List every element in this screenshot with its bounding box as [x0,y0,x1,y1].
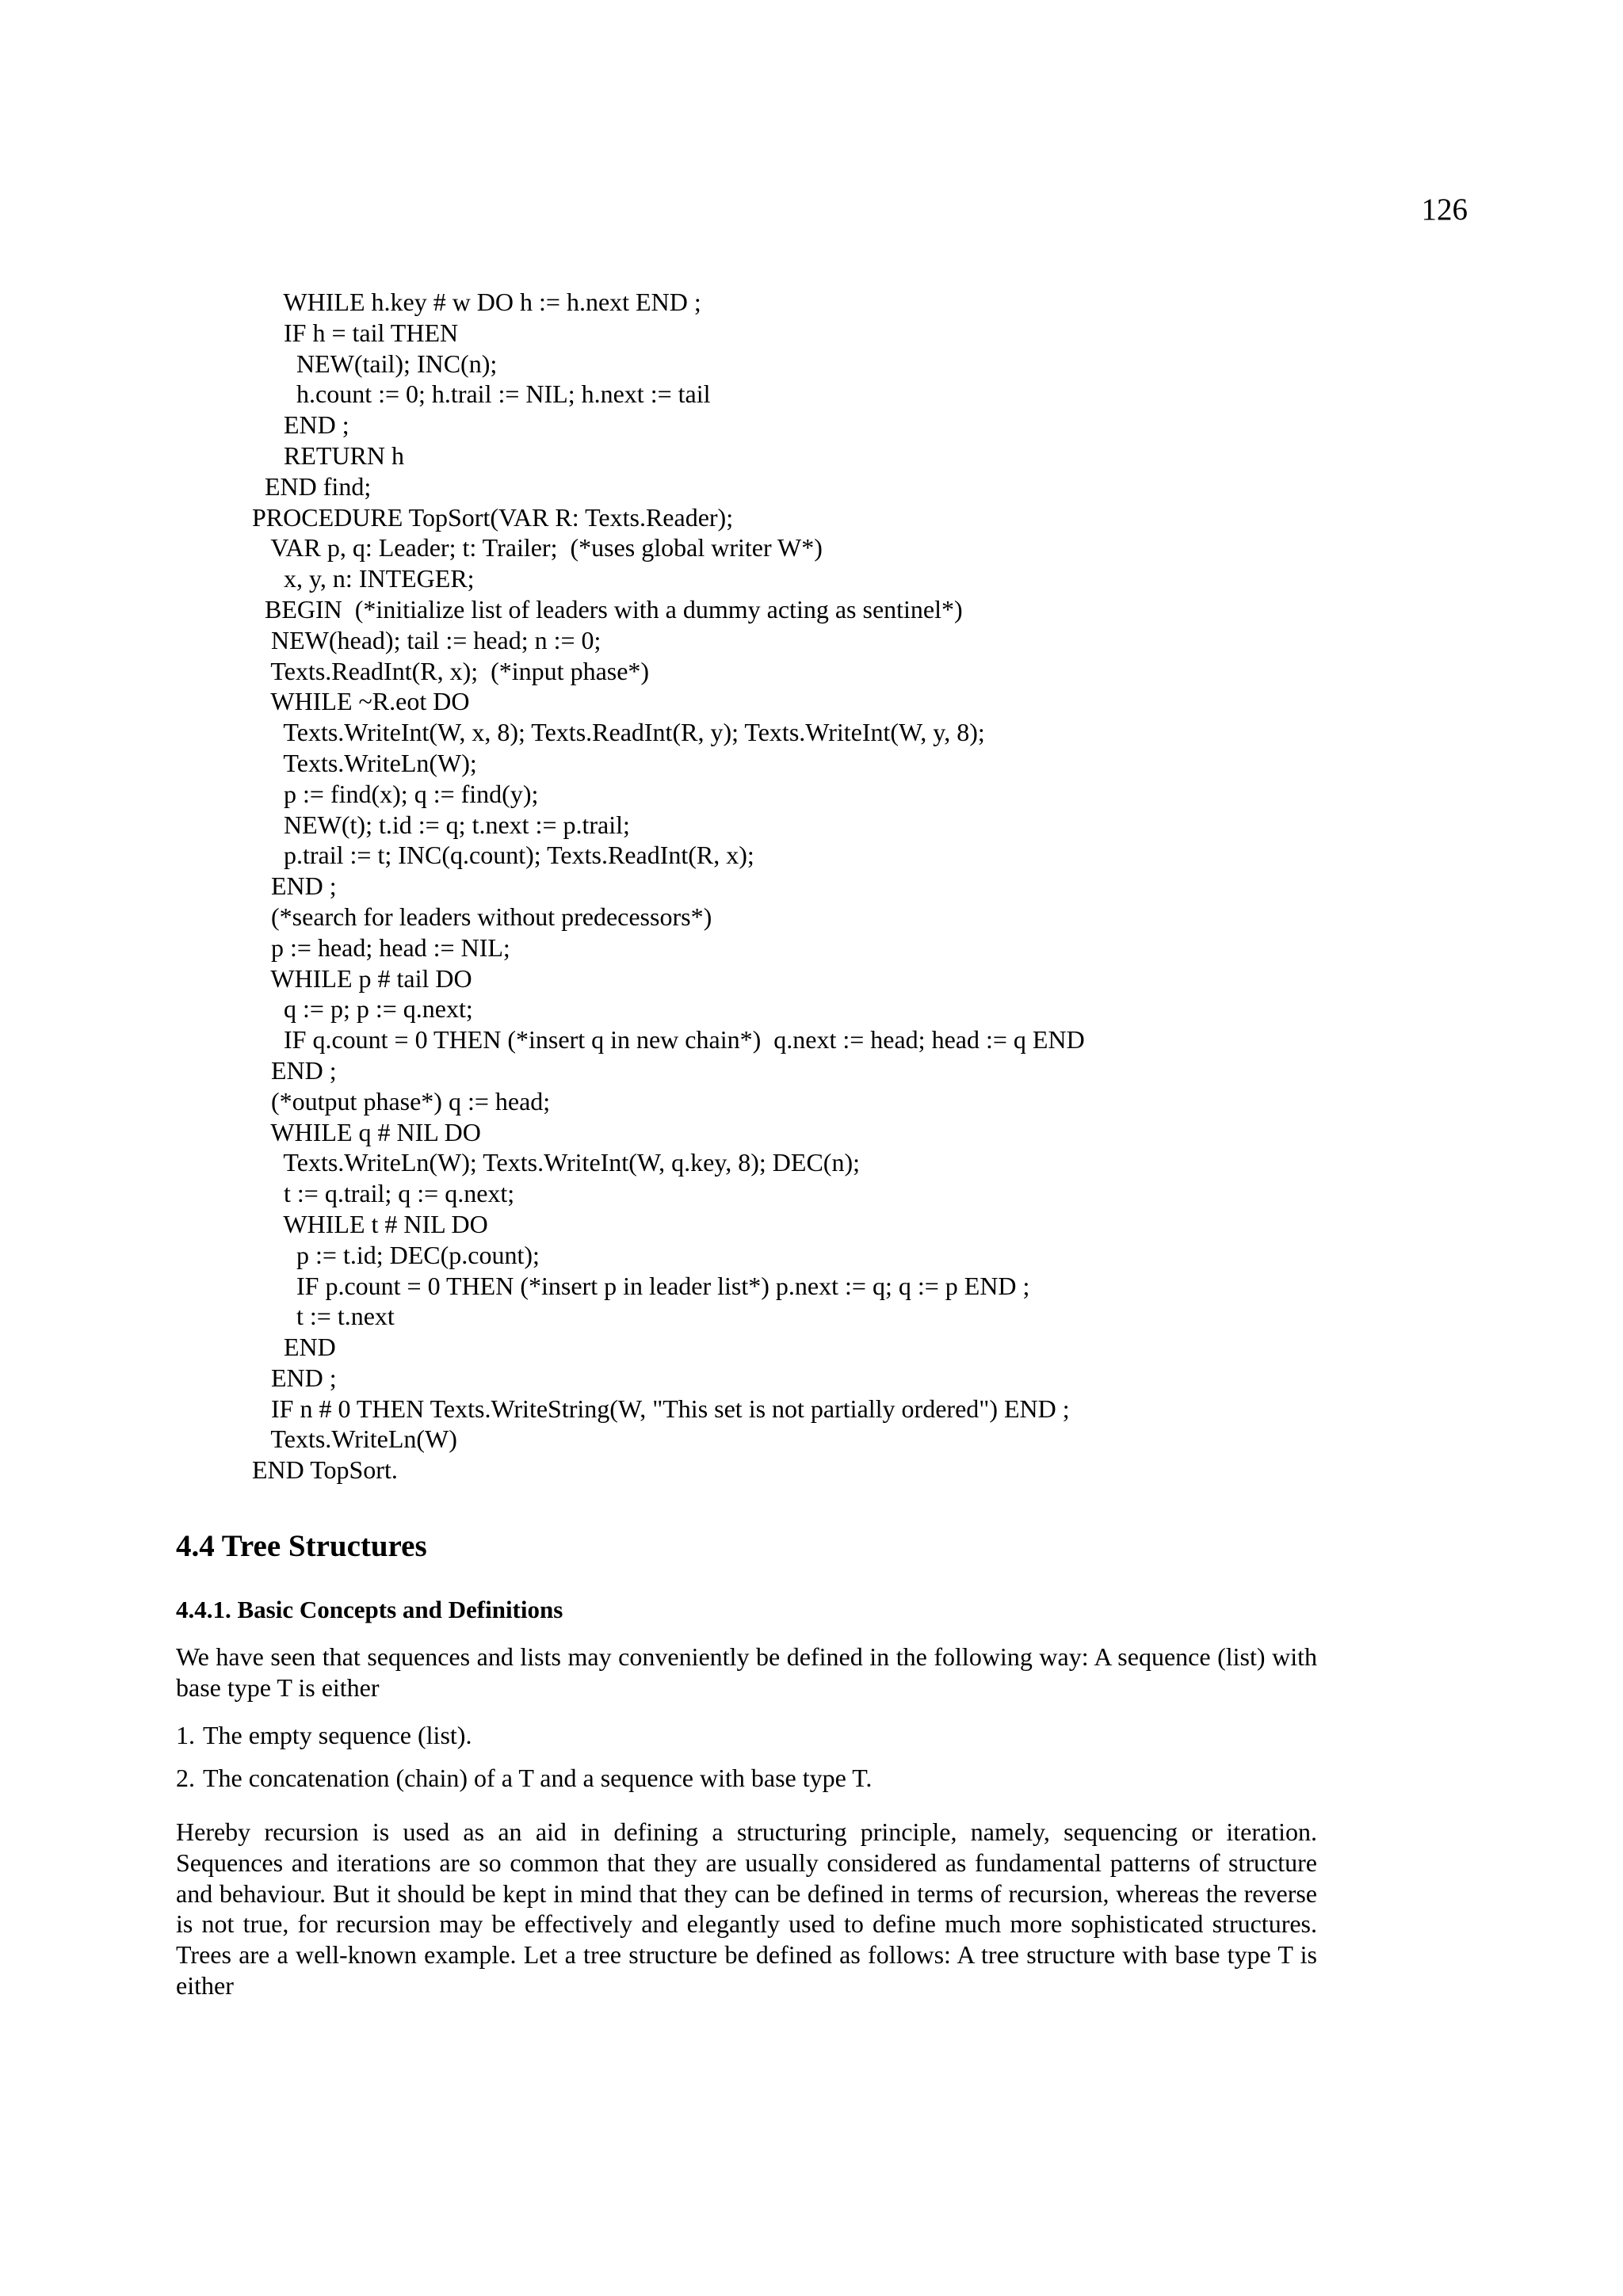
code-line: WHILE p # tail DO [252,963,472,993]
page-number: 126 [1421,193,1468,227]
code-line: Texts.WriteLn(W) [252,1425,457,1454]
code-line: Texts.WriteInt(W, x, 8); Texts.ReadInt(R, y); Texts.WriteInt(W, y, 8); [252,718,985,747]
code-line: RETURN h [252,441,404,470]
code-line: p := head; head := NIL; [252,933,510,962]
subsection-heading: 4.4.1. Basic Concepts and Definitions [176,1596,563,1623]
list-item [176,1720,472,1751]
code-line: p := find(x); q := find(y); [252,779,539,808]
code-line: q := p; p := q.next; [252,994,473,1024]
code-line: x, y, n: INTEGER; [252,564,475,593]
paragraph-intro: We have seen that sequences and lists may conveniently be defined in the following way: A sequence (list) with base type T is either [176,1642,1317,1702]
code-line: END find; [252,471,372,501]
code-line: NEW(tail); INC(n); [252,349,498,378]
code-line: Texts.ReadInt(R, x); (*input phase*) [252,656,650,685]
list-item-text: The concatenation (chain) of a T and a sequence with base type T. [203,1764,873,1792]
code-line: WHILE ~R.eot DO [252,687,470,716]
code-line: VAR p, q: Leader; t: Trailer; (*uses global writer W*) [252,533,823,563]
code-line: p.trail := t; INC(q.count); Texts.ReadInt(R, x); [252,841,754,870]
code-line: WHILE t # NIL DO [252,1209,488,1238]
list-item-number: 2. [176,1764,195,1792]
code-line: BEGIN (*initialize list of leaders with a dummy acting as sentinel*) [252,594,963,624]
code-line: END ; [252,1055,337,1085]
paragraph-recursion: Hereby recursion is used as an aid in defining a structuring principle, namely, sequencing or iteration. Sequences and iterations are so common that they are usually considered as fundamental patterns of structure and behaviour. But it should be kept in mind that they can be defined in terms of recursion, whereas the reverse is not true, for recursion may be effectively and elegantly used to define much more sophisticated structures. Trees are a well-known example. Let a tree structure be defined as follows: A tree structure with base type T is either [176,1817,1317,2000]
code-line: t := q.trail; q := q.next; [252,1179,515,1208]
code-line: (*output phase*) q := head; [252,1086,551,1116]
code-line: IF p.count = 0 THEN (*insert p in leader list*) p.next := q; q := p END ; [252,1271,1030,1300]
code-line: (*search for leaders without predecessors*) [252,902,712,931]
code-line: IF h = tail THEN [252,318,459,347]
code-line: Texts.WriteLn(W); Texts.WriteInt(W, q.key, 8); DEC(n); [252,1148,860,1177]
code-line: IF n # 0 THEN Texts.WriteString(W, "This set is not partially ordered") END ; [252,1394,1070,1423]
code-listing [252,287,1441,1486]
code-line: PROCEDURE TopSort(VAR R: Texts.Reader); [252,502,734,532]
list-item-text: The empty sequence (list). [203,1721,472,1749]
list-item-number: 1. [176,1721,195,1749]
code-line: END ; [252,1363,337,1392]
code-line: IF q.count = 0 THEN (*insert q in new chain*) q.next := head; head := q END [252,1025,1085,1055]
code-line: END ; [252,871,337,901]
code-line: h.count := 0; h.trail := NIL; h.next := tail [252,379,711,409]
code-line: WHILE q # NIL DO [252,1117,481,1146]
code-line: p := t.id; DEC(p.count); [252,1240,540,1269]
code-line: END TopSort. [252,1455,398,1485]
code-line: END ; [252,410,349,440]
list-item [176,1763,872,1794]
code-line: NEW(t); t.id := q; t.next := p.trail; [252,810,630,839]
section-heading: 4.4 Tree Structures [176,1529,427,1563]
code-line: WHILE h.key # w DO h := h.next END ; [252,288,701,316]
code-line: END [252,1333,336,1362]
code-line: NEW(head); tail := head; n := 0; [252,625,601,654]
code-line: Texts.WriteLn(W); [252,748,477,777]
code-line: t := t.next [252,1302,395,1331]
